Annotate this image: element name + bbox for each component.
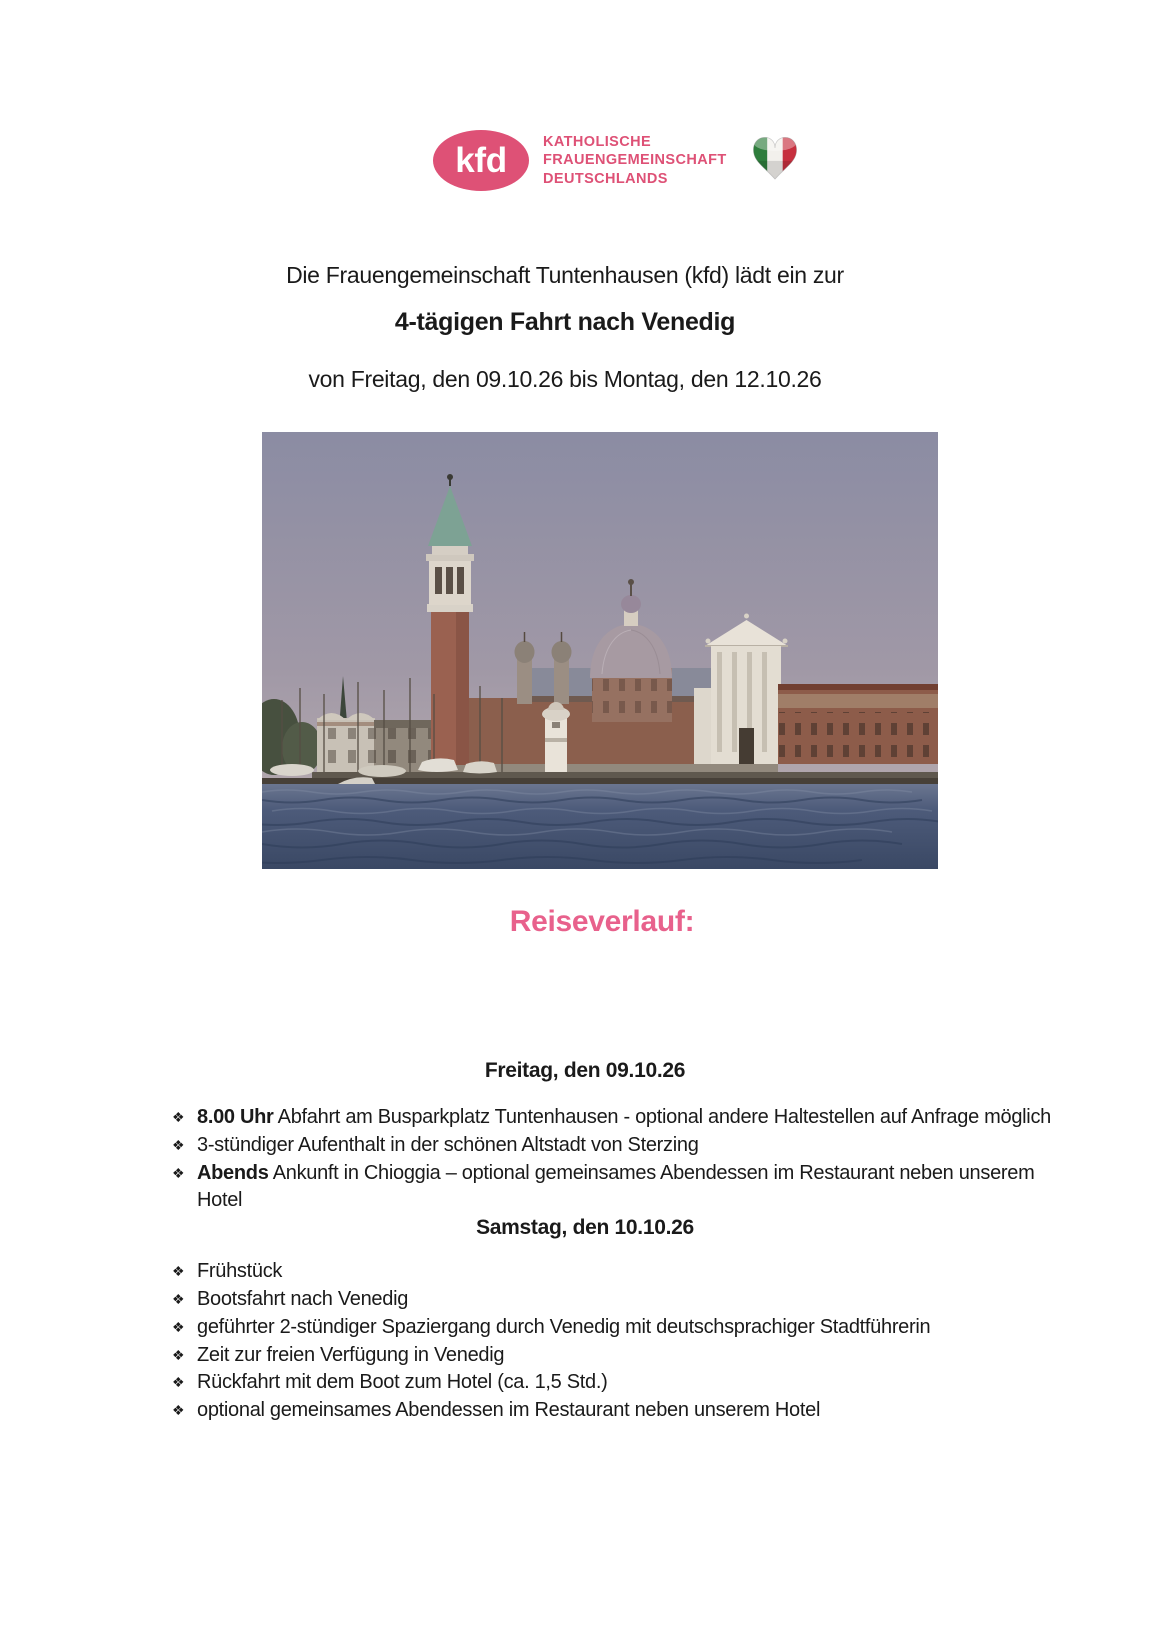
itinerary-item-text: 8.00 Uhr Abfahrt am Busparkplatz Tuntenhausen - optional andere Haltestellen auf Anfrage möglich — [197, 1106, 1051, 1128]
itinerary-item — [172, 1342, 1072, 1370]
invitation-line: Die Frauengemeinschaft Tuntenhausen (kfd) lädt ein zur — [286, 262, 844, 288]
venice-photo — [262, 432, 938, 869]
day-section-samstag — [0, 1215, 1170, 1425]
itinerary-item-text: Frühstück — [197, 1260, 283, 1283]
itinerary-item — [172, 1286, 1072, 1314]
diamond-bullet-icon: ❖ — [172, 1318, 185, 1335]
itinerary-item-text: Zeit zur freien Verfügung in Venedig — [197, 1343, 505, 1366]
itinerary-item — [172, 1104, 1072, 1132]
org-name-line: DEUTSCHLANDS — [543, 170, 668, 187]
itinerary-item-text: geführter 2-stündiger Spaziergang durch Venedig mit deutschsprachiger Stadtführerin — [197, 1315, 931, 1338]
itinerary-item-text: 3-stündiger Aufenthalt in der schönen Altstadt von Sterzing — [197, 1133, 699, 1156]
day-title: Freitag, den 09.10.26 — [484, 1059, 686, 1082]
kfd-org-name — [543, 133, 727, 189]
day-title: Samstag, den 10.10.26 — [476, 1216, 694, 1240]
itinerary-item — [172, 1132, 1072, 1160]
day-item-list — [172, 1104, 1072, 1215]
itinerary-item — [172, 1314, 1072, 1342]
org-name-line: FRAUENGEMEINSCHAFT — [543, 152, 727, 169]
day-item-list — [172, 1258, 1072, 1425]
itinerary-item — [172, 1369, 1072, 1397]
itinerary-item — [172, 1397, 1072, 1425]
itinerary-item-text: Rückfahrt mit dem Boot zum Hotel (ca. 1,5 Std.) — [197, 1371, 608, 1394]
diamond-bullet-icon: ❖ — [172, 1263, 185, 1280]
itinerary-days — [0, 1058, 1170, 1425]
diamond-bullet-icon: ❖ — [172, 1374, 185, 1391]
itinerary-item-text: Abends Ankunft in Chioggia – optional gemeinsames Abendessen im Restaurant neben unserem Hotel — [197, 1161, 1035, 1212]
diamond-bullet-icon: ❖ — [172, 1402, 185, 1419]
kfd-logo-text: kfd — [455, 140, 507, 180]
itinerary-item — [172, 1160, 1072, 1216]
org-name-line: KATHOLISCHE — [543, 133, 652, 150]
diamond-bullet-icon: ❖ — [172, 1109, 185, 1125]
kfd-logo — [433, 130, 799, 191]
kfd-logo-oval — [433, 130, 529, 191]
itinerary-item-text: Bootsfahrt nach Venedig — [197, 1287, 409, 1310]
diamond-bullet-icon: ❖ — [172, 1290, 185, 1307]
italy-flag-heart-icon — [751, 131, 799, 191]
day-section-freitag — [0, 1058, 1170, 1215]
diamond-bullet-icon: ❖ — [172, 1136, 185, 1153]
trip-title: 4-tägigen Fahrt nach Venedig — [394, 308, 736, 336]
trip-date-range: von Freitag, den 09.10.26 bis Montag, den 12.10.26 — [308, 366, 822, 392]
diamond-bullet-icon: ❖ — [172, 1164, 185, 1181]
itinerary-item-text: optional gemeinsames Abendessen im Restaurant neben unserem Hotel — [197, 1399, 821, 1422]
diamond-bullet-icon: ❖ — [172, 1346, 185, 1363]
itinerary-heading: Reiseverlauf: — [509, 905, 695, 938]
itinerary-item — [172, 1258, 1072, 1286]
